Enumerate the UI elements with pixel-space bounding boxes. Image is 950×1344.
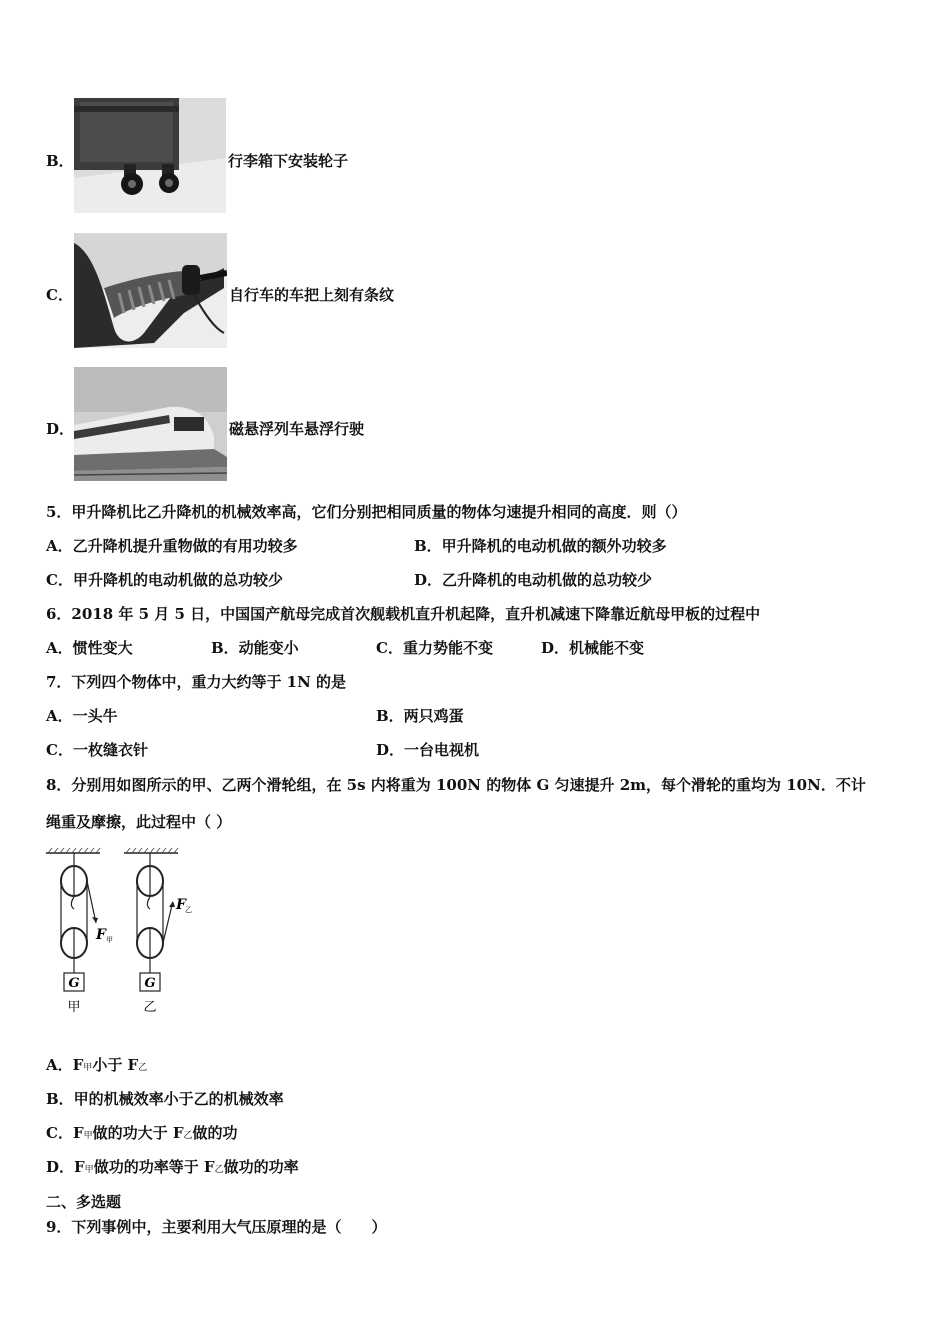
movable-pulley-left <box>61 928 87 973</box>
force-arrow-right <box>169 901 175 907</box>
option-text: 行李箱下安装轮子 <box>228 152 349 170</box>
q7-option-a: A．一头牛 <box>46 707 118 725</box>
q6-option-d: D．机械能不变 <box>541 639 645 657</box>
question-8-stem-line1: 8．分别用如图所示的甲、乙两个滑轮组，在 5s 内将重为 100N 的物体 G 匀速提升 2m，每个滑轮的重均为 10N．不计 <box>46 776 866 794</box>
q5-option-a: A．乙升降机提升重物做的有用功较多 <box>46 537 298 555</box>
q7-option-c: C．一枚缝衣针 <box>46 741 148 759</box>
q8-option-c: C．F甲做的功大于 F乙做的功 <box>46 1124 238 1142</box>
ceiling-right <box>124 848 178 853</box>
question-6-stem: 6．2018 年 5 月 5 日，中国国产航母完成首次舰载机直升机起降，直升机减速下降靠近航母甲板的过程中 <box>46 605 761 623</box>
q5-option-c: C．甲升降机的电动机做的总功较少 <box>46 571 283 589</box>
pulley-figure <box>40 845 210 1020</box>
q7-option-d: D．一台电视机 <box>376 741 480 759</box>
fixed-pulley-left <box>61 853 87 896</box>
fixed-pulley-right <box>137 853 163 896</box>
maglev-train-photo <box>74 367 227 481</box>
question-8-stem-line2: 绳重及摩擦，此过程中（ ） <box>46 813 232 831</box>
option-letter: D． <box>46 420 75 438</box>
force-sub-left: 甲 <box>106 936 113 944</box>
force-sub-right: 乙 <box>185 906 192 914</box>
q8-option-b: B．甲的机械效率小于乙的机械效率 <box>46 1090 284 1108</box>
option-text: 磁悬浮列车悬浮行驶 <box>229 420 365 438</box>
section-title: 二、多选题 <box>46 1193 122 1211</box>
figure-label-right: 乙 <box>143 1000 157 1015</box>
q8-option-d: D．F甲做功的功率等于 F乙做功的功率 <box>46 1158 299 1176</box>
question-9-stem: 9．下列事例中，主要利用大气压原理的是（ ） <box>46 1218 387 1236</box>
q8-option-a: A．F甲小于 F乙 <box>46 1056 148 1074</box>
question-7-stem: 7．下列四个物体中，重力大约等于 1N 的是 <box>46 673 347 691</box>
movable-pulley-right <box>137 928 163 973</box>
q5-option-b: B．甲升降机的电动机做的额外功较多 <box>414 537 667 555</box>
pulley-diagram <box>40 845 210 1020</box>
option-text: 自行车的车把上刻有条纹 <box>229 286 395 304</box>
force-label-left: F <box>96 927 106 943</box>
q6-option-a: A．惯性变大 <box>46 639 133 657</box>
ceiling-left <box>46 848 100 853</box>
force-arrow-left <box>92 917 98 923</box>
q7-option-b: B．两只鸡蛋 <box>376 707 464 725</box>
q6-option-c: C．重力势能不变 <box>376 639 493 657</box>
bicycle-handlebar-photo <box>74 233 227 348</box>
weight-label-right: G <box>144 976 156 991</box>
force-label-right: F <box>176 897 186 913</box>
q6-option-b: B．动能变小 <box>211 639 299 657</box>
q5-option-d: D．乙升降机的电动机做的总功较少 <box>414 571 653 589</box>
suitcase-wheels-photo <box>74 98 226 213</box>
question-5-stem: 5．甲升降机比乙升降机的机械效率高，它们分别把相同质量的物体匀速提升相同的高度．则（） <box>46 503 687 521</box>
weight-label-left: G <box>68 976 80 991</box>
figure-label-left: 甲 <box>67 1000 81 1015</box>
option-letter: B． <box>46 152 74 170</box>
option-letter: C． <box>46 286 73 304</box>
